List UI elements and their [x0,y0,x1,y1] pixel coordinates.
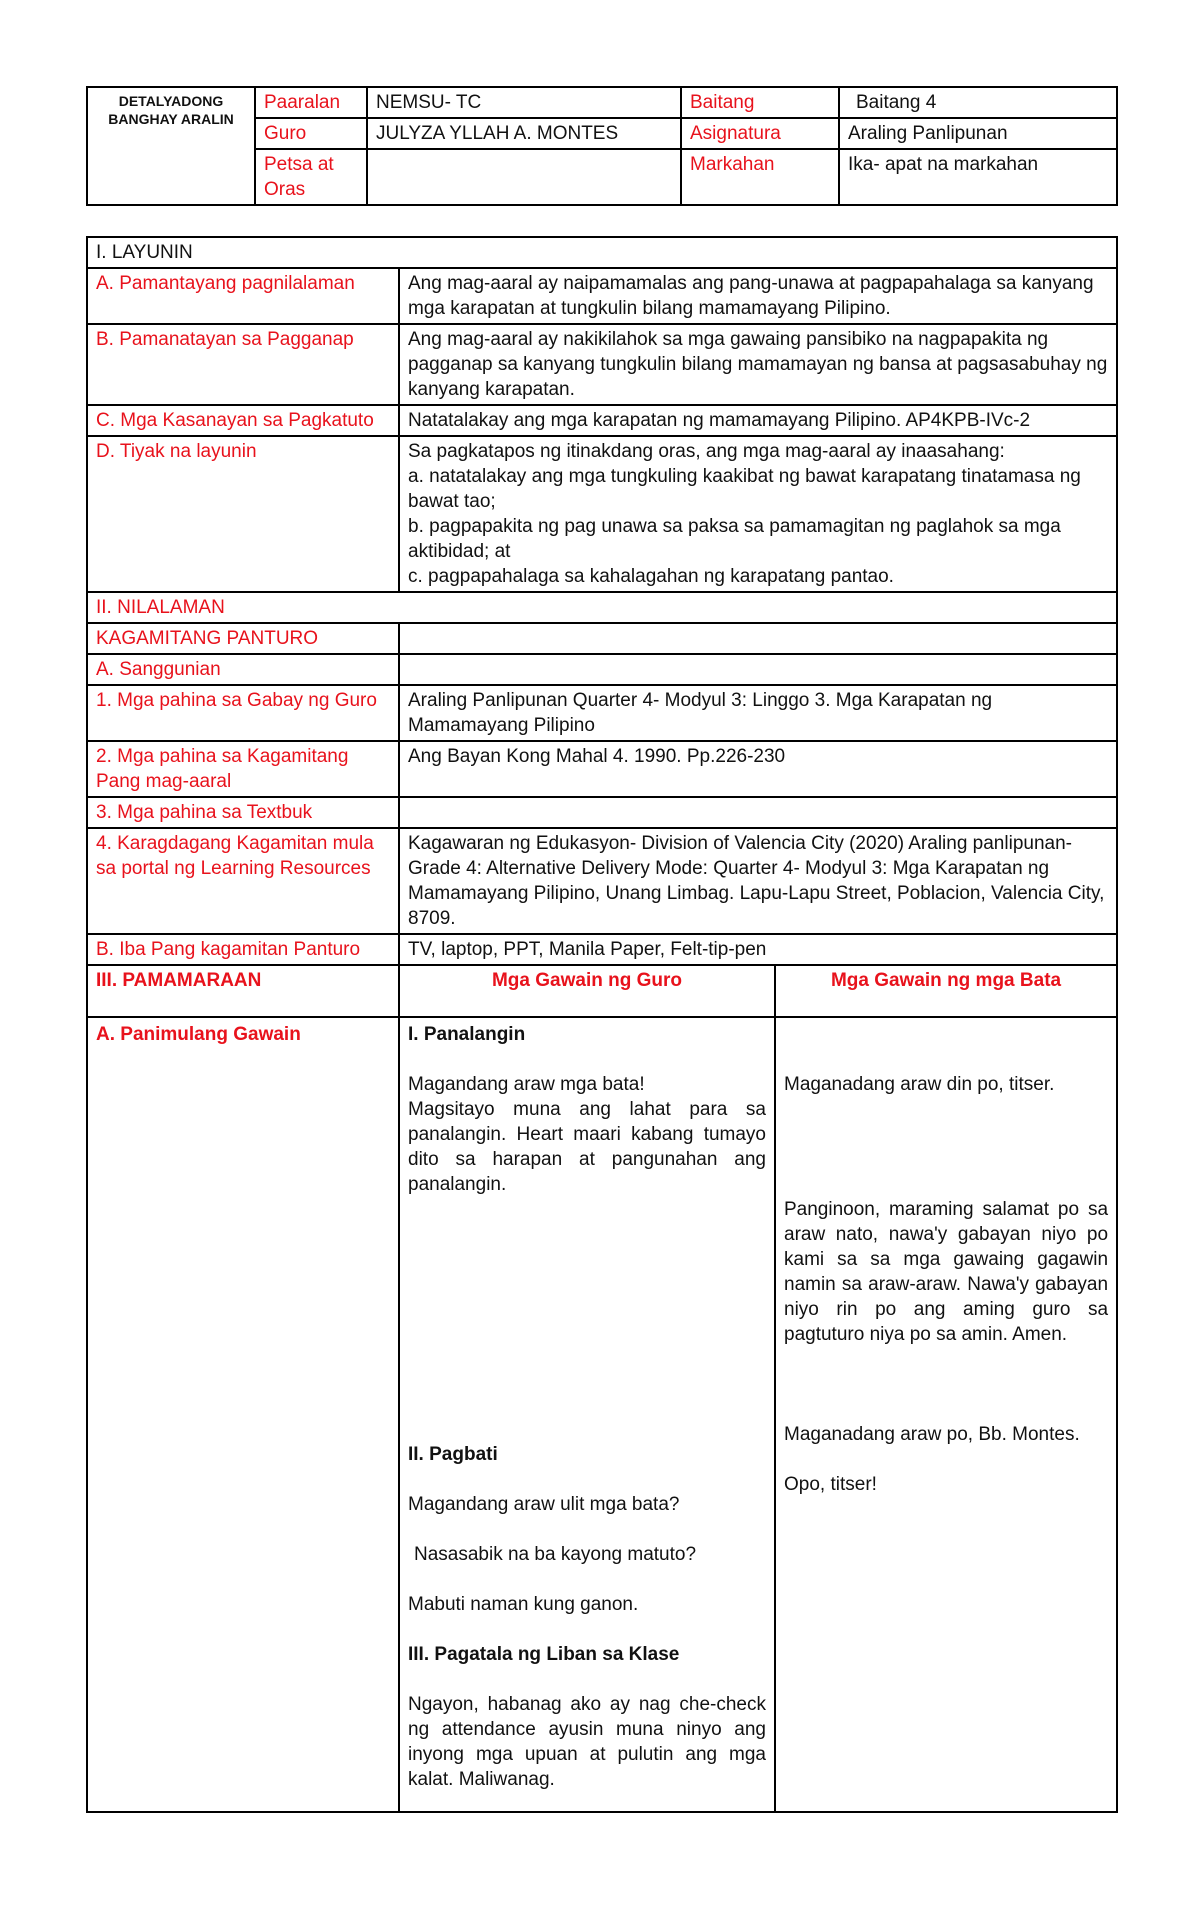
column-header-bata: Mga Gawain ng mga Bata [775,965,1117,1017]
header-table [86,86,1118,206]
lesson-plan-table [86,236,1118,1813]
label-petsa: Petsa at Oras [255,149,367,205]
label-kagamitang-mag-aaral: 2. Mga pahina sa Kagamitang Pang mag-aaral [87,741,399,797]
guro-question: Nasasabik na ba kayong matuto? [414,1544,697,1565]
label-karagdagang-kagamitan: 4. Karagdagang Kagamitan mula sa portal ng Learning Resources [87,828,399,934]
label-paaralan: Paaralan [255,87,367,118]
value-pamantayang-pagnilalaman: Ang mag-aaral ay naipamamalas ang pang-unawa at pagpapahalaga sa kanyang mga karapatan at tungkulin bilang mamamayang Pilipino. [399,268,1117,324]
value-paaralan: NEMSU- TC [367,87,681,118]
bata-greeting-reply: Maganadang araw po, Bb. Montes. [784,1424,1080,1445]
value-petsa [367,149,681,205]
value-iba-pang-kagamitan: TV, laptop, PPT, Manila Paper, Felt-tip-pen [399,934,1117,965]
layunin-item: c. pagpapahalaga sa kahalagahan ng karapatang pantao. [408,566,894,587]
label-gabay-ng-guro: 1. Mga pahina sa Gabay ng Guro [87,685,399,741]
pamamaraan-heading: III. PAMAMARAAN [87,965,399,1017]
label-tiyak-na-layunin: D. Tiyak na layunin [87,436,399,592]
label-guro: Guro [255,118,367,149]
layunin-intro: Sa pagkatapos ng itinakdang oras, ang mga mag-aaral ay inaasahang: [408,441,1005,462]
label-kasanayan-pagkatuto: C. Mga Kasanayan sa Pagkatuto [87,405,399,436]
guro-greeting: Magandang araw mga bata! [408,1074,645,1095]
bata-prayer: Panginoon, maraming salamat po sa araw nato, nawa'y gabayan niyo po kami sa sa mga gawaing gagawin namin sa araw-araw. Nawa'y gabayan niyo rin po ang aming guro sa pagtuturo niya po sa amin. Amen. [784,1199,1109,1345]
value-tiyak-na-layunin [399,436,1117,592]
value-kasanayan-pagkatuto: Natatalakay ang mga karapatan ng mamamayang Pilipino. AP4KPB-IVc-2 [399,405,1117,436]
pagbati-heading: II. Pagbati [408,1444,498,1465]
layunin-heading: I. LAYUNIN [87,237,1117,268]
label-iba-pang-kagamitan: B. Iba Pang kagamitan Panturo [87,934,399,965]
pagtatala-heading: III. Pagatala ng Liban sa Klase [408,1644,680,1665]
label-textbuk: 3. Mga pahina sa Textbuk [87,797,399,828]
bata-answer: Opo, titser! [784,1474,877,1495]
layunin-item: b. pagpapakita ng pag unawa sa paksa sa pamamagitan ng paglahok sa mga aktibidad; at [408,516,1061,562]
kagamitang-panturo-value [399,623,1117,654]
kagamitang-panturo-label: KAGAMITANG PANTURO [87,623,399,654]
bata-activities [775,1017,1117,1812]
panalangin-heading: I. Panalangin [408,1024,526,1045]
nilalaman-heading: II. NILALAMAN [87,592,1117,623]
sanggunian-label: A. Sanggunian [87,654,399,685]
value-asignatura: Araling Panlipunan [839,118,1117,149]
layunin-item: a. natatalakay ang mga tungkuling kaakibat ng bawat karapatang tinatamasa ng bawat tao; [408,466,1081,512]
column-header-guro: Mga Gawain ng Guro [399,965,775,1017]
value-markahan: Ika- apat na markahan [839,149,1117,205]
guro-activities [399,1017,775,1812]
bata-greeting: Maganadang araw din po, titser. [784,1074,1055,1095]
value-gabay-ng-guro: Araling Panlipunan Quarter 4- Modyul 3: Linggo 3. Mga Karapatan ng Mamamayang Pilipino [399,685,1117,741]
panimulang-gawain-label: A. Panimulang Gawain [87,1017,399,1812]
value-guro: JULYZA YLLAH A. MONTES [367,118,681,149]
sanggunian-value [399,654,1117,685]
label-asignatura: Asignatura [681,118,839,149]
label-pamanatayan-pagganap: B. Pamanatayan sa Pagganap [87,324,399,405]
value-textbuk [399,797,1117,828]
guro-attendance-instruction: Ngayon, habanag ako ay nag che-check ng attendance ayusin muna ninyo ang inyong mga upuan at pulutin ang mga kalat. Maliwanag. [408,1694,766,1790]
label-pamantayang-pagnilalaman: A. Pamantayang pagnilalaman [87,268,399,324]
label-markahan: Markahan [681,149,839,205]
label-baitang: Baitang [681,87,839,118]
guro-prayer-instruction: Magsitayo muna ang lahat para sa panalangin. Heart maari kabang tumayo dito sa harapan at pangunahan ang panalangin. [408,1099,766,1195]
value-karagdagang-kagamitan: Kagawaran ng Edukasyon- Division of Valencia City (2020) Araling panlipunan- Grade 4: Alternative Delivery Mode: Quarter 4- Modyul 3: Mga Karapatan ng Mamamayang Pilipino, Unang Limbag. Lapu-Lapu Street, Poblacion, Valencia City, 8709. [399,828,1117,934]
value-pamanatayan-pagganap: Ang mag-aaral ay nakikilahok sa mga gawaing pansibiko na nagpapakita ng pagganap sa kanyang tungkulin bilang mamamayan ng bansa at pagsasabuhay ng kanyang karapatan. [399,324,1117,405]
document-title: DETALYADONG BANGHAY ARALIN [87,87,255,205]
guro-response: Mabuti naman kung ganon. [408,1594,639,1615]
guro-greeting-again: Magandang araw ulit mga bata? [408,1494,680,1515]
value-kagamitang-mag-aaral: Ang Bayan Kong Mahal 4. 1990. Pp.226-230 [399,741,1117,797]
value-baitang: Baitang 4 [839,87,1117,118]
